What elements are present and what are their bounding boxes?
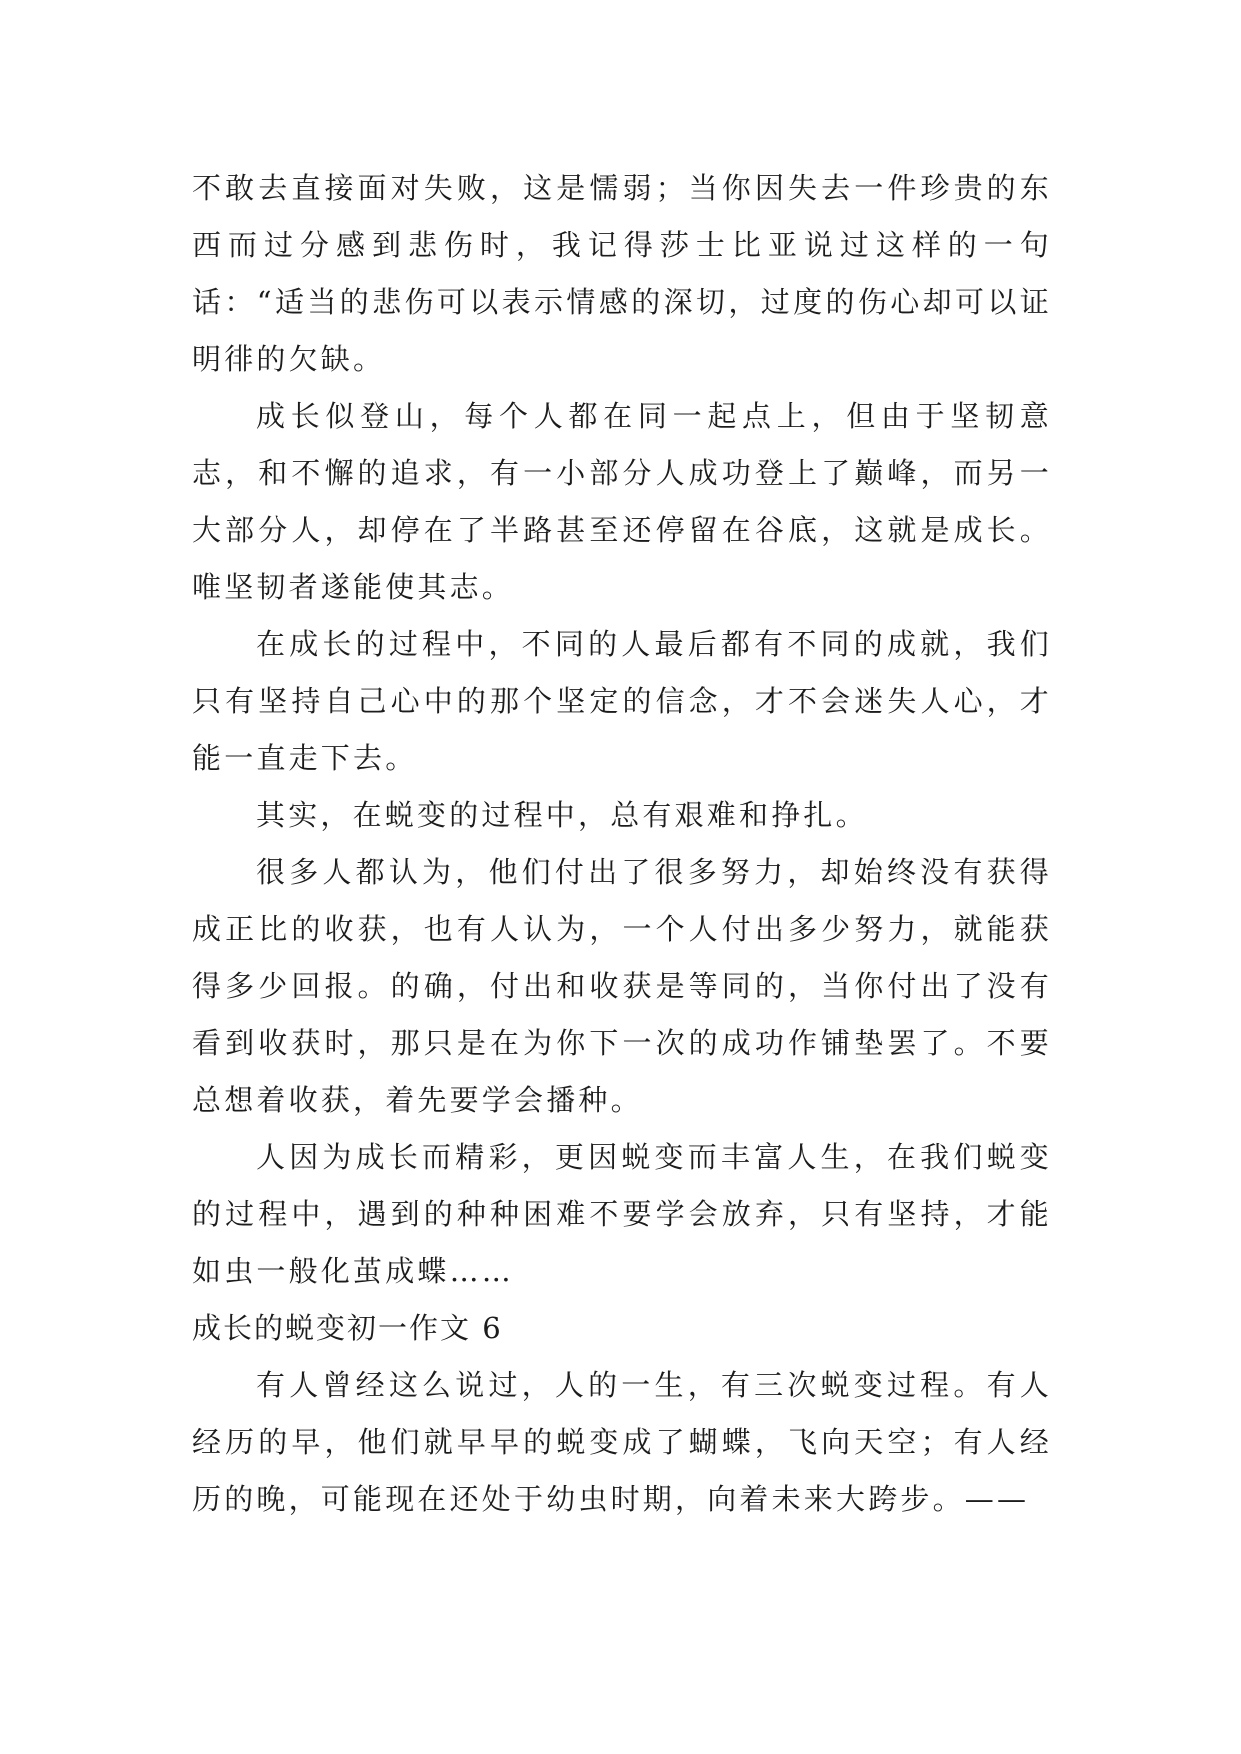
paragraph-continued: 不敢去直接面对失败，这是懦弱；当你因失去一件珍贵的东西而过分感到悲伤时，我记得莎士比亚说过这样的一句话：“适当的悲伤可以表示情感的深切，过度的伤心却可以证明徘的欠缺。 bbox=[192, 171, 1052, 376]
document-page bbox=[192, 160, 1052, 1528]
paragraph: 很多人都认为，他们付出了很多努力，却始终没有获得成正比的收获，也有人认为，一个人付出多少努力，就能获得多少回报。的确，付出和收获是等同的，当你付出了没有看到收获时，那只是在为你下一次的成功作铺垫罢了。不要总想着收获，着先要学会播种。 bbox=[192, 855, 1052, 1117]
paragraph: 在成长的过程中，不同的人最后都有不同的成就，我们只有坚持自己心中的那个坚定的信念，才不会迷失人心，才能一直走下去。 bbox=[192, 627, 1052, 775]
paragraph: 有人曾经这么说过，人的一生，有三次蜕变过程。有人经历的早，他们就早早的蜕变成了蝴蝶，飞向天空；有人经历的晚，可能现在还处于幼虫时期，向着未来大跨步。—— bbox=[192, 1368, 1052, 1516]
paragraph: 其实，在蜕变的过程中，总有艰难和挣扎。 bbox=[256, 798, 868, 832]
section-heading: 成长的蜕变初一作文 6 bbox=[192, 1311, 503, 1345]
paragraph: 人因为成长而精彩，更因蜕变而丰富人生，在我们蜕变的过程中，遇到的种种困难不要学会放弃，只有坚持，才能如虫一般化茧成蝶…… bbox=[192, 1140, 1052, 1288]
paragraph: 成长似登山，每个人都在同一起点上，但由于坚韧意志，和不懈的追求，有一小部分人成功登上了巅峰，而另一大部分人，却停在了半路甚至还停留在谷底，这就是成长。唯坚韧者遂能使其志。 bbox=[192, 399, 1052, 604]
